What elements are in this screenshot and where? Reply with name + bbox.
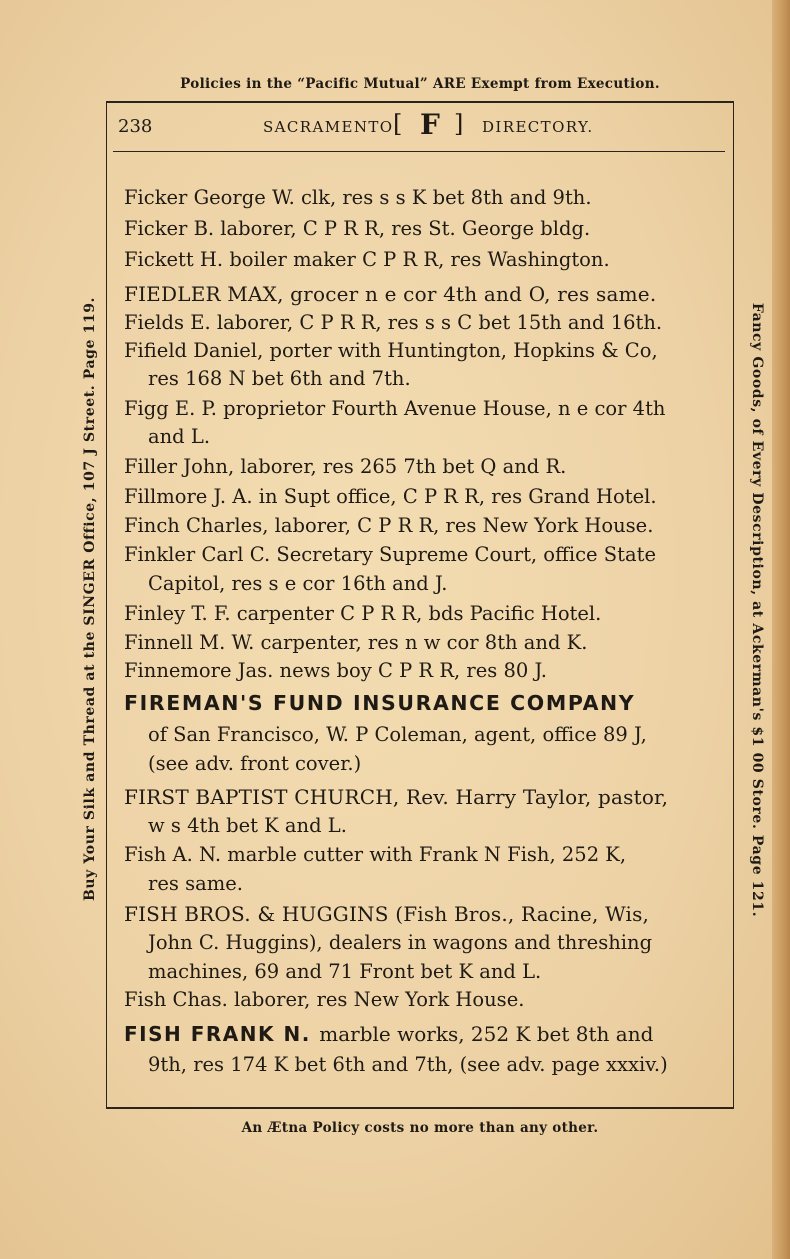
entry-line: Finnell M. W. carpenter, res n w cor 8th and K. [124, 631, 588, 654]
header-rule [113, 151, 725, 152]
entry-line: 9th, res 174 K bet 6th and 7th, (see adv. page xxxiv.) [148, 1053, 668, 1076]
running-head [118, 108, 723, 148]
entry-line: FIREMAN'S FUND INSURANCE COMPANY [124, 691, 636, 715]
entry-line: Figg E. P. proprietor Fourth Avenue House, n e cor 4th [124, 397, 666, 420]
entry-line: Finley T. F. carpenter C P R R, bds Pacific Hotel. [124, 602, 602, 625]
bracket-open: [ [393, 110, 403, 138]
entry-line: Finkler Carl C. Secretary Supreme Court, office State [124, 543, 656, 566]
entry-line: Fillmore J. A. in Supt office, C P R R, res Grand Hotel. [124, 485, 657, 508]
entry-line: Fifield Daniel, porter with Huntington, Hopkins & Co, [124, 339, 658, 362]
entry-line: Finch Charles, laborer, C P R R, res New York House. [124, 514, 654, 537]
entry-line: John C. Huggins), dealers in wagons and threshing [148, 931, 653, 954]
entry-line: FIEDLER MAX, grocer n e cor 4th and O, res same. [124, 282, 657, 306]
directory-title: DIRECTORY. [482, 118, 594, 136]
entry-line: Capitol, res s e cor 16th and J. [148, 572, 448, 595]
entry-line: Ficker B. laborer, C P R R, res St. George bldg. [124, 217, 591, 240]
right-margin-text: Fancy Goods, of Every Description, at Ackerman's $1 00 Store. Page 121. [749, 302, 765, 918]
entry-line: res same. [148, 872, 243, 895]
entry-line: Fickett H. boiler maker C P R R, res Washington. [124, 248, 610, 271]
entry-text: marble works, 252 K bet 8th and [319, 1022, 654, 1046]
entry-line: res 168 N bet 6th and 7th. [148, 367, 411, 390]
entry-line: w s 4th bet K and L. [148, 814, 347, 837]
entry-line: and L. [148, 425, 211, 448]
section-letter: F [420, 108, 440, 141]
entry-line: FIRST BAPTIST CHURCH, Rev. Harry Taylor, pastor, [124, 785, 669, 809]
entry-line: Fish A. N. marble cutter with Frank N Fish, 252 K, [124, 843, 627, 866]
top-advertisement-banner: Policies in the “Pacific Mutual” ARE Exempt from Execution. [180, 76, 660, 92]
page-number: 238 [118, 116, 153, 137]
entry-heading: FISH FRANK N. [124, 1022, 311, 1046]
entry-line: FISH BROS. & HUGGINS (Fish Bros., Racine, Wis, [124, 902, 650, 926]
entry-line: machines, 69 and 71 Front bet K and L. [148, 960, 542, 983]
entry-line: Finnemore Jas. news boy C P R R, res 80 J. [124, 659, 547, 682]
left-margin-text: Buy Your Silk and Thread at the SINGER Office, 107 J Street. Page 119. [82, 296, 98, 902]
bottom-advertisement-banner: An Ætna Policy costs no more than any other. [241, 1120, 599, 1136]
entry-line: Fish Chas. laborer, res New York House. [124, 988, 525, 1011]
entry-line: Fields E. laborer, C P R R, res s s C bet 15th and 16th. [124, 311, 663, 334]
entry-line-frank [124, 1022, 653, 1046]
city-title: SACRAMENTO [263, 118, 394, 136]
page-edge [772, 0, 790, 1259]
entry-line: (see adv. front cover.) [148, 752, 362, 775]
entry-line: Ficker George W. clk, res s s K bet 8th and 9th. [124, 186, 592, 209]
entry-line: of San Francisco, W. P Coleman, agent, office 89 J, [148, 723, 647, 746]
entry-line: Filler John, laborer, res 265 7th bet Q and R. [124, 455, 567, 478]
bracket-close: ] [454, 110, 464, 138]
